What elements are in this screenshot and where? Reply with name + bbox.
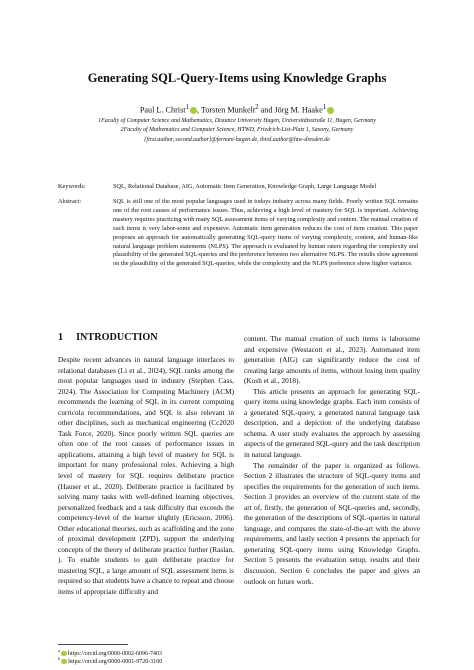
author-2-affil-mark: 2 — [255, 104, 259, 111]
author-3-affil-mark: 1 — [322, 104, 327, 111]
author-1-name: Paul L. Christ — [139, 105, 186, 115]
intro-paragraph-2: content. The manual creation of such items is laborsome and expensive (Westacott et al., 2023). Automated item generation (AIG) can significantly reduce the cost of creating large amounts of items, without losing item quality (Kosh et al., 2018). — [244, 334, 420, 386]
keywords-text: SQL, Relational Database, AIG, Automatic Item Generation, Knowledge Graph, Large Language Model — [113, 183, 377, 190]
keywords-label: Keywords: — [58, 183, 86, 190]
footnote-2-link[interactable]: https://orcid.org/0000-0001-9720-3100 — [68, 659, 163, 665]
intro-paragraph-1: Despite recent advances in natural language interfaces to relational databases (Li et al., 2024), SQL ranks among the most popular languages used in industry (Stephen Cass, 2024). The Association for Computing Machinery (ACM) recommends the learning of SQL in its current computing curricula recommendations, and SQL is also relevant in other disciplines, such as mechanical engineering (Cc2020 Task Force, 2020). Since poorly written SQL queries are often one of the root causes of performance issues in applications, attaining a high level of mastery for SQL is important for many professional roles. Achieving a high level of mastery for SQL requires deliberate practice (Hauser et al., 2020). Deliberate practice is facilitated by solving many tasks with well-defined learning objectives, personalized feedback and a task difficulty that exceeds the competency-level of the learner slightly (Ericsson, 2006). Other educational theories, such as scaffolding and the zone of proximal development (ZPD), support the underlying concepts of the theory of deliberate practice further (Raslan, ). To enable students to gain deliberate practice for mastering SQL, a large amount of SQL assessment items is required so that students have a chance to repeat and choose items of appropriate difficulty and — [58, 355, 234, 597]
footnote-1-link[interactable]: https://orcid.org/0000-0002-6096-7403 — [68, 651, 163, 657]
author-2-name: Torsten Munkelt — [200, 105, 256, 115]
affiliation-1: 1Faculty of Computer Science and Mathematics, Distance University Hagen, Universitätsstraße 11, Hagen, Germany — [98, 118, 376, 124]
paper-title: Generating SQL-Query-Items using Knowledge Graphs — [87, 71, 387, 85]
section-title: INTRODUCTION — [76, 332, 158, 343]
affiliation-emails: {first.author, second.author}@fernuni-hagen.de, third.author@htw-dresden.de — [144, 137, 330, 143]
orcid-icon — [61, 659, 67, 665]
intro-paragraph-3: This article presents an approach for generating SQL-query items using knowledge graphs. Each item consists of a generated SQL-query, a generated natural language task description, and a depiction of the underlying database schema. A user study evaluates the approach by assessing aspects of the generated SQL-query and the task description in natural language. — [244, 386, 420, 460]
footnote-1-mark: a — [58, 648, 60, 653]
author-1-affil-mark: 1 — [185, 104, 189, 111]
affiliation-2: 2Faculty of Mathematics and Computer Science, HTWD, Friedrich-List-Platz 1, Saxony, Germany — [120, 127, 354, 133]
footnote-2 — [58, 655, 162, 666]
footnote-2-mark: b — [58, 656, 61, 661]
orcid-icon — [190, 107, 197, 114]
right-column — [244, 334, 420, 587]
author-3-name: Jörg M. Haake — [274, 105, 323, 115]
author-line: Paul L. Christ$^1$ , Torsten Munkelt$^2$ and Jörg M. Haake$^1$ — [0, 104, 474, 115]
orcid-icon — [327, 107, 334, 114]
left-column — [58, 355, 234, 598]
abstract-label: Abstract: — [58, 198, 82, 205]
section-heading — [58, 332, 158, 343]
footnote-rule — [58, 644, 128, 645]
abstract-text: SQL is still one of the most popular languages used in todays industry across many fields. Poorly written SQL remains one of the root causes of performance issues. Thus, achieving a high level of mastery for SQL is important. Achieving mastery requires practicing with many SQL assessment items of varying complexity and content. The manual creation of such items is very labor-some and expensive. Automatic item generation reduces the cost of item creation. This paper proposes an approach for automatically generating SQL-query items of varying complexity, content, and human-like natural language problem statements (NLPS). The approach is evaluated by human raters regarding the complexity and plausibility of the generated SQL-queries and the preference between two alternative NLPS. The results show agreement on the plausibility of the generated SQL-queries, while the complexity and the NLPS preference show higher variance. — [113, 198, 418, 268]
intro-paragraph-4: The remainder of the paper is organized as follows. Section 2 illustrates the structure of SQL-query items and specifies the requirements for the generation of such items. Section 3 provides an overview of the current state of the art of, firstly, the generation of SQL-queries and, secondly, the generation of the descriptions of SQL-queries in natural language, and compares the state-of-the-art with the above requirements, and lastly section 4 presents the approach for generating SQL-query items using Knowledge Graphs. Section 5 presents the evaluation setup, results and their discussion. Section 6 concludes the paper and gives an outlook on future work. — [244, 460, 420, 586]
section-number: 1 — [58, 332, 64, 343]
